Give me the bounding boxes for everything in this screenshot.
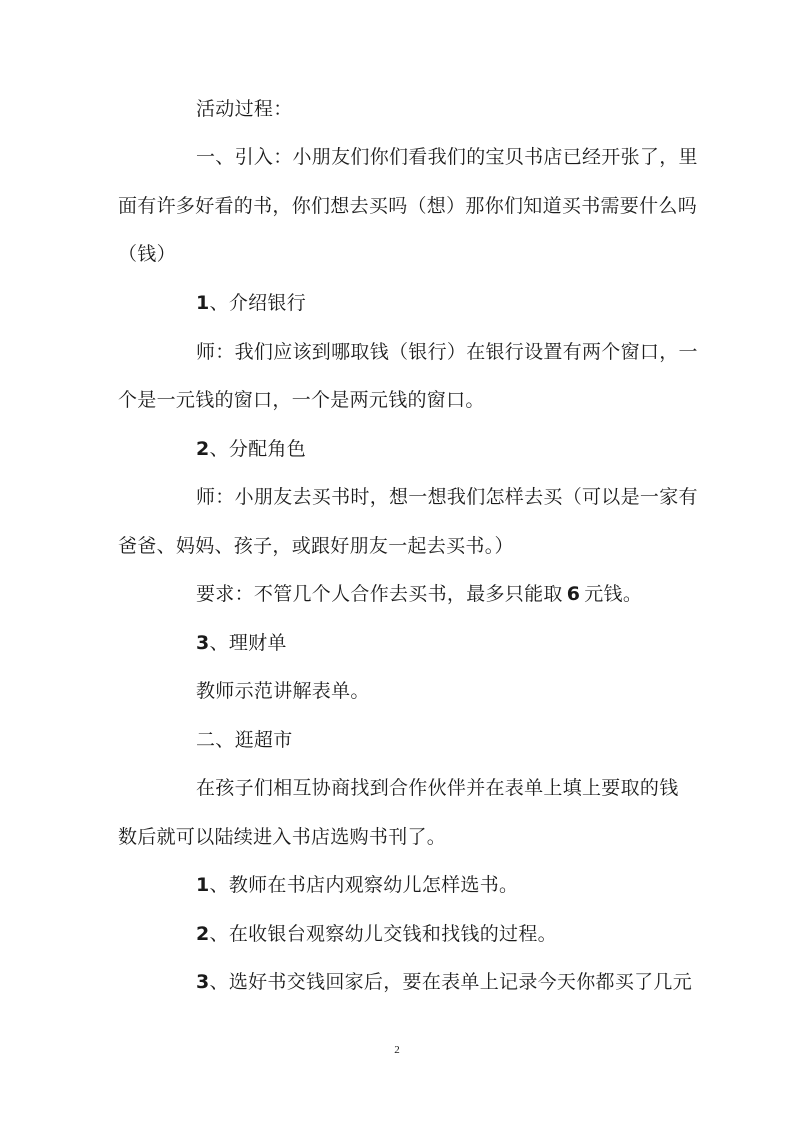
step-3-heading	[196, 631, 287, 655]
item-number: 2	[196, 923, 210, 945]
page-number: 2	[394, 1044, 400, 1056]
paragraph-bank-line-2: 个是一元钱的窗口，一个是两元钱的窗口。	[118, 389, 485, 411]
shop-item-2	[196, 922, 557, 946]
requirement-text-before: 要求：不管几个人合作去买书，最多只能取	[196, 583, 563, 605]
paragraph-bank-line-1: 师：我们应该到哪取钱（银行）在银行设置有两个窗口，一	[196, 341, 698, 363]
step-number: 3	[196, 632, 210, 654]
paragraph-roles-line-2: 爸爸、妈妈、孩子，或跟好朋友一起去买书。）	[118, 535, 514, 557]
step-1-heading	[196, 291, 306, 315]
step-text: 、理财单	[209, 632, 287, 654]
section-2-heading: 二、逛超市	[196, 729, 293, 751]
paragraph-intro-line-2: 面有许多好看的书，你们想去买吗（想）那你们知道买书需要什么吗	[118, 195, 698, 217]
item-number: 1	[196, 874, 210, 896]
shop-item-3	[196, 970, 692, 994]
step-2-heading	[196, 437, 306, 461]
paragraph-shop-line-2: 数后就可以陆续进入书店选购书刊了。	[118, 826, 447, 848]
step-number: 2	[196, 438, 210, 460]
item-text: 、选好书交钱回家后，要在表单上记录今天你都买了几元	[209, 971, 693, 993]
shop-item-1	[196, 873, 518, 897]
item-text: 、在收银台观察幼儿交钱和找钱的过程。	[209, 923, 557, 945]
step-number: 1	[196, 292, 210, 314]
requirement-line	[196, 582, 642, 606]
requirement-number: 6	[566, 583, 581, 605]
paragraph-shop-line-1: 在孩子们相互协商找到合作伙伴并在表单上填上要取的钱	[196, 777, 679, 799]
paragraph-intro-line-3: （钱）	[118, 243, 176, 265]
activity-process-heading: 活动过程：	[196, 98, 293, 120]
paragraph-demo: 教师示范讲解表单。	[196, 680, 370, 702]
paragraph-roles-line-1: 师：小朋友去买书时，想一想我们怎样去买（可以是一家有	[196, 486, 698, 508]
requirement-text-after: 元钱。	[584, 583, 643, 605]
item-text: 、教师在书店内观察幼儿怎样选书。	[209, 874, 519, 896]
item-number: 3	[196, 971, 210, 993]
paragraph-intro-line-1: 一、引入：小朋友们你们看我们的宝贝书店已经开张了，里	[196, 146, 698, 168]
step-text: 、介绍银行	[209, 292, 307, 314]
step-text: 、分配角色	[209, 438, 307, 460]
